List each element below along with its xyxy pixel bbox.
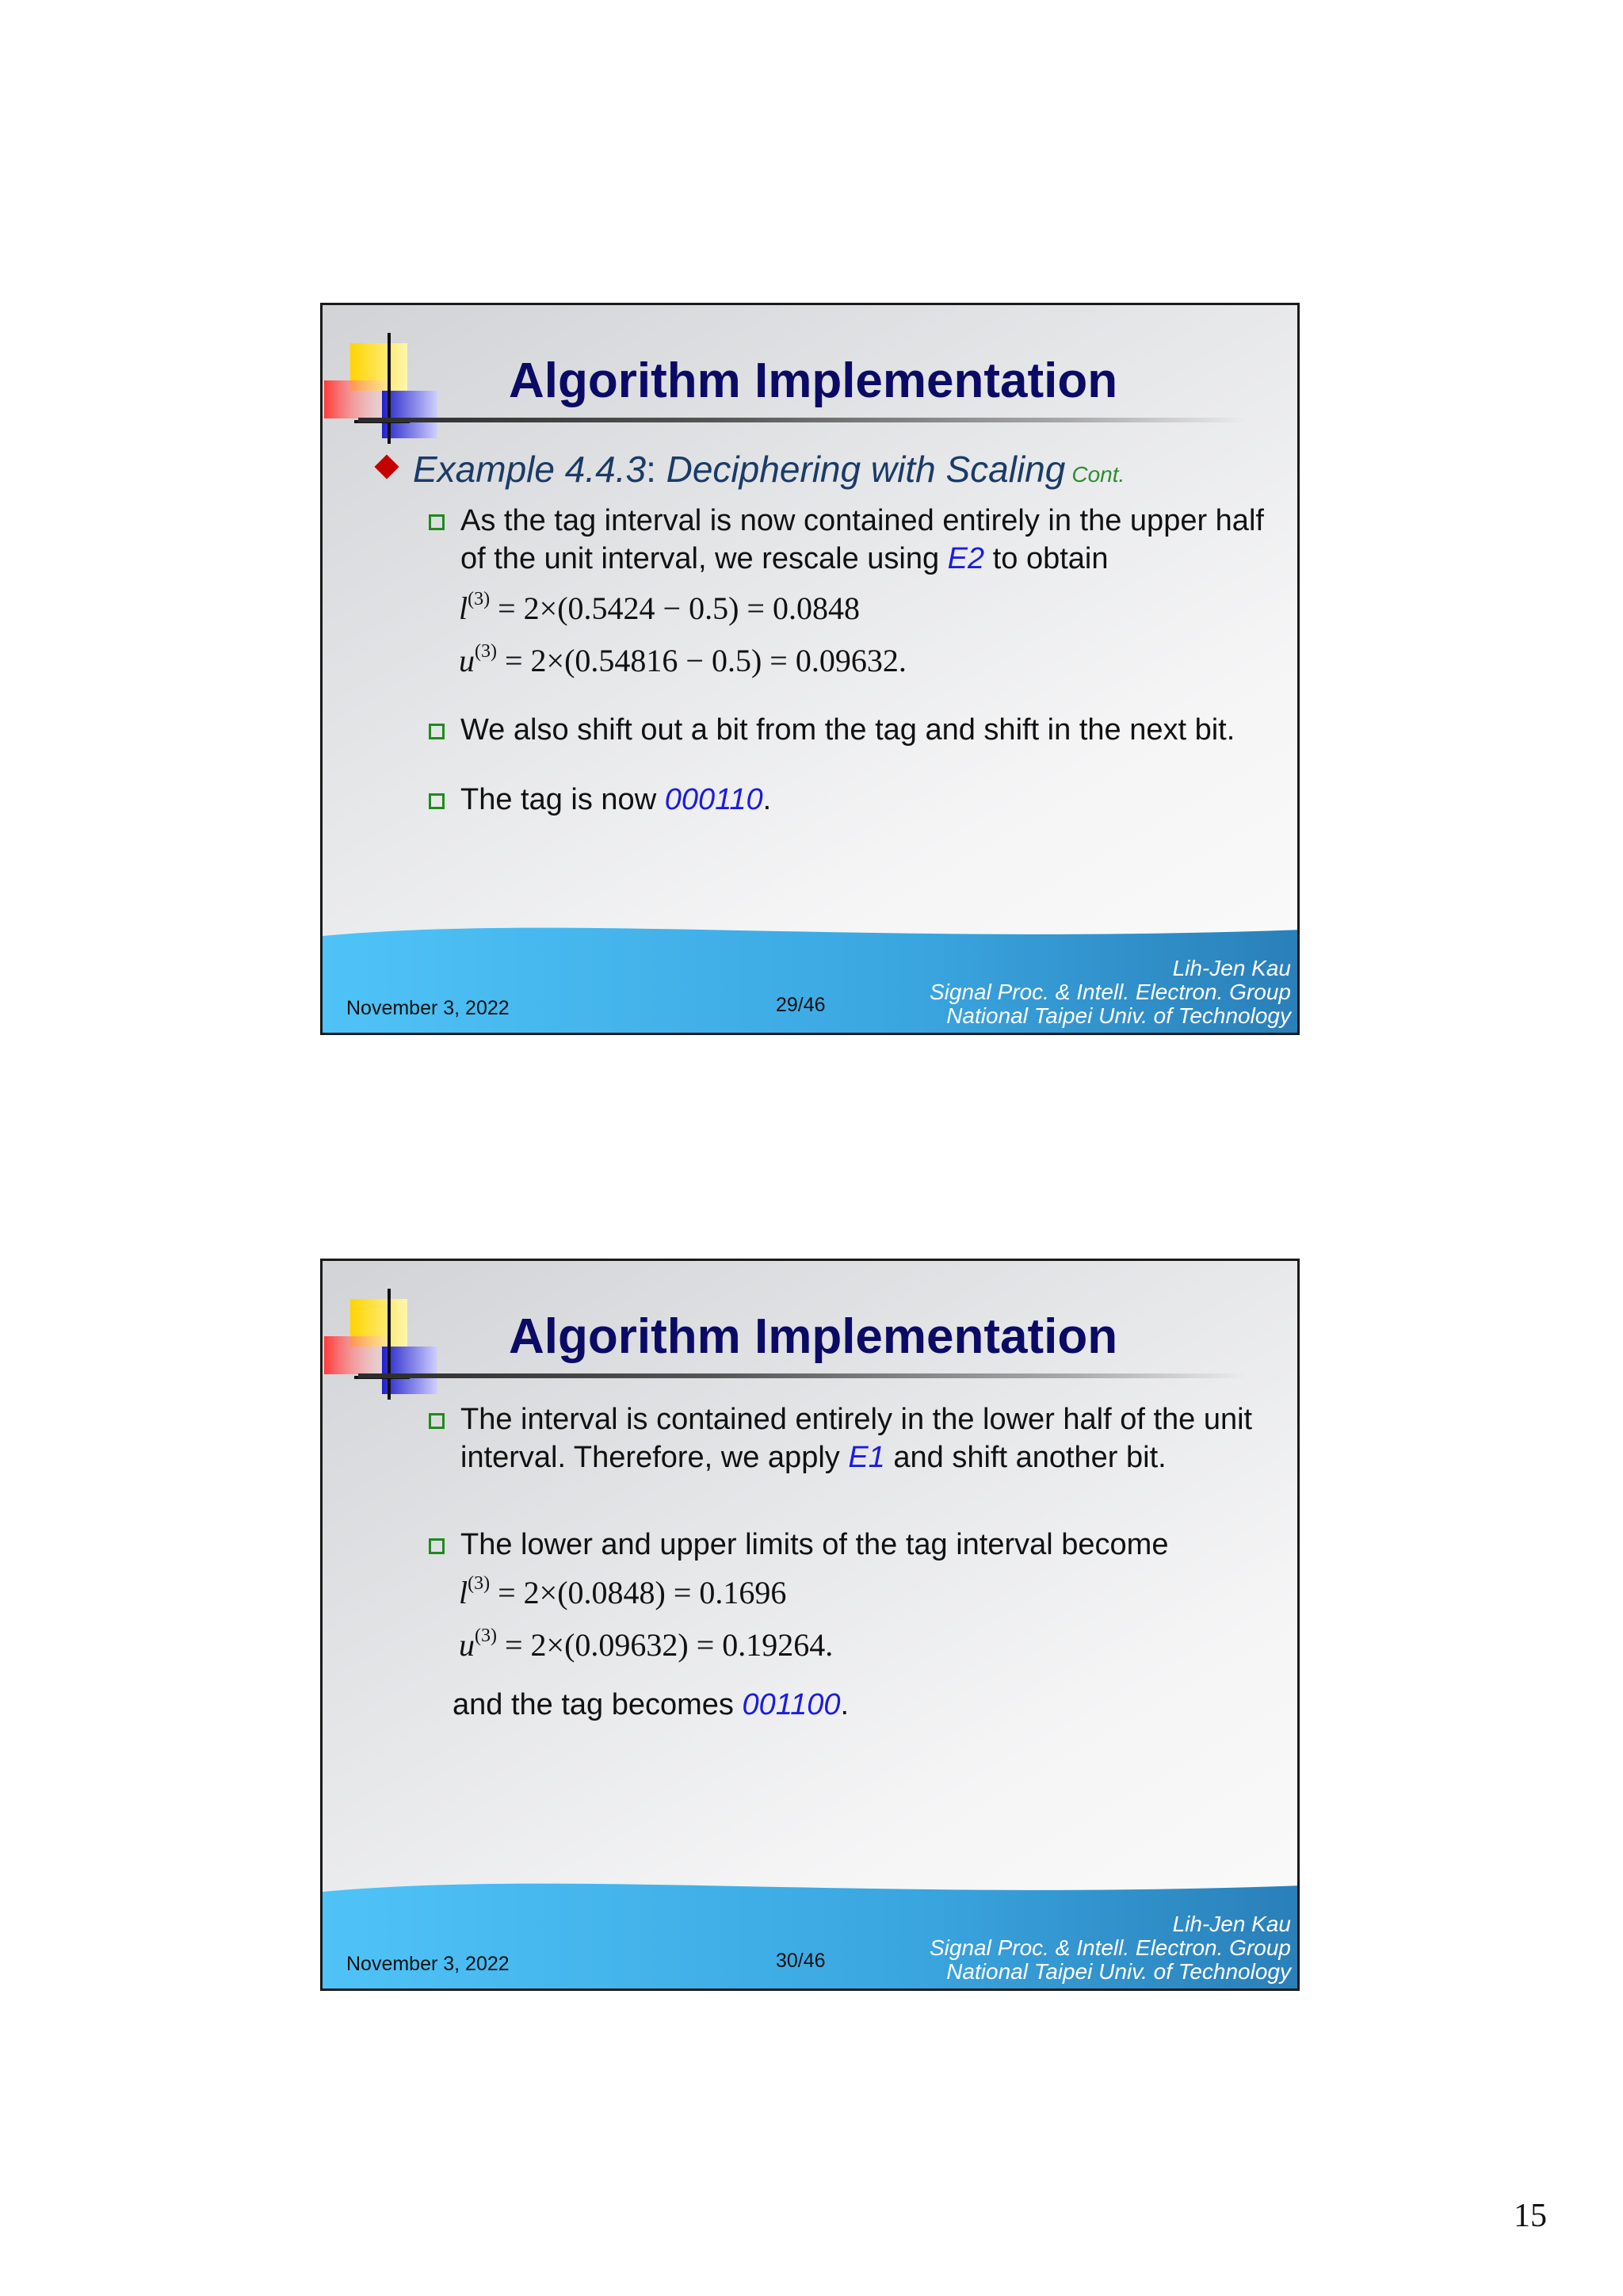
author-name: Lih-Jen Kau	[1172, 1912, 1291, 1936]
highlight-e1: E1	[848, 1441, 885, 1474]
footer-author	[930, 1912, 1291, 1984]
eq-var: l	[459, 590, 468, 626]
slide-logo-icon	[323, 1261, 449, 1404]
page-number: 15	[1514, 2198, 1547, 2234]
footer-author	[930, 957, 1291, 1028]
bullet-text: We also shift out a bit from the tag and shift in the next bit.	[460, 713, 1235, 747]
bullet-text: The interval is contained entirely in the lower half of the unit interval. Therefore, we apply	[460, 1403, 1253, 1474]
eq-expr: = 2×(0.09632) = 0.19264.	[496, 1627, 834, 1663]
author-name: Lih-Jen Kau	[1172, 956, 1291, 980]
example-colon: :	[646, 449, 656, 490]
bullet-text-end: .	[762, 783, 772, 816]
square-bullet-icon	[429, 1538, 445, 1554]
footer-page: 30/46	[776, 1950, 826, 1972]
equation-upper	[459, 1626, 833, 1664]
author-university: National Taipei Univ. of Technology	[946, 1003, 1291, 1028]
bullet-text-end: and shift another bit.	[884, 1441, 1167, 1474]
equation-lower	[459, 589, 860, 627]
author-group: Signal Proc. & Intell. Electron. Group	[930, 1935, 1291, 1960]
closing-text: and the tag becomes	[453, 1688, 743, 1721]
square-bullet-icon	[429, 514, 445, 530]
example-heading	[378, 448, 1125, 491]
diamond-bullet-icon	[374, 454, 399, 479]
bullet-item	[429, 1526, 1269, 1564]
author-group: Signal Proc. & Intell. Electron. Group	[930, 980, 1291, 1004]
closing-text-end: .	[840, 1688, 850, 1721]
equation-lower	[459, 1573, 786, 1611]
eq-expr: = 2×(0.0848) = 0.1696	[490, 1575, 787, 1610]
eq-expr: = 2×(0.5424 − 0.5) = 0.0848	[490, 590, 860, 626]
footer-page: 29/46	[776, 994, 826, 1016]
eq-var: u	[459, 643, 475, 678]
eq-sup: (3)	[468, 1573, 491, 1594]
bullet-text: The lower and upper limits of the tag interval become	[460, 1528, 1169, 1561]
highlight-e2: E2	[947, 542, 985, 575]
equation-upper	[459, 641, 907, 679]
bullet-text: The tag is now	[460, 783, 665, 816]
title-divider	[358, 418, 1246, 422]
square-bullet-icon	[429, 793, 445, 809]
bullet-text-end: to obtain	[984, 542, 1109, 575]
author-university: National Taipei Univ. of Technology	[946, 1959, 1291, 1984]
eq-var: u	[459, 1627, 475, 1663]
eq-var: l	[459, 1575, 468, 1610]
eq-sup: (3)	[475, 641, 497, 662]
highlight-tag: 000110	[664, 783, 763, 816]
slide-title: Algorithm Implementation	[509, 353, 1118, 408]
cont-label: Cont.	[1071, 462, 1125, 487]
bullet-item	[429, 781, 1269, 819]
title-divider	[358, 1373, 1246, 1378]
example-label: Example 4.4.3	[413, 449, 647, 490]
square-bullet-icon	[429, 724, 445, 739]
slide-30	[320, 1259, 1300, 1991]
bullet-item	[429, 711, 1269, 749]
footer-date: November 3, 2022	[346, 997, 510, 1019]
highlight-tag: 001100	[742, 1688, 841, 1721]
slide-logo-icon	[323, 305, 449, 448]
bullet-item	[429, 1400, 1269, 1477]
eq-expr: = 2×(0.54816 − 0.5) = 0.09632.	[496, 643, 907, 678]
eq-sup: (3)	[475, 1626, 497, 1646]
square-bullet-icon	[429, 1413, 445, 1429]
footer-date: November 3, 2022	[346, 1953, 510, 1975]
bullet-text: As the tag interval is now contained entirely in the upper half of the unit interval, we rescale using	[460, 504, 1264, 575]
eq-sup: (3)	[468, 589, 491, 609]
closing-line	[453, 1686, 849, 1724]
example-name: Deciphering with Scaling	[666, 449, 1066, 490]
slide-title: Algorithm Implementation	[509, 1309, 1118, 1364]
slide-29	[320, 303, 1300, 1035]
bullet-item	[429, 502, 1269, 578]
